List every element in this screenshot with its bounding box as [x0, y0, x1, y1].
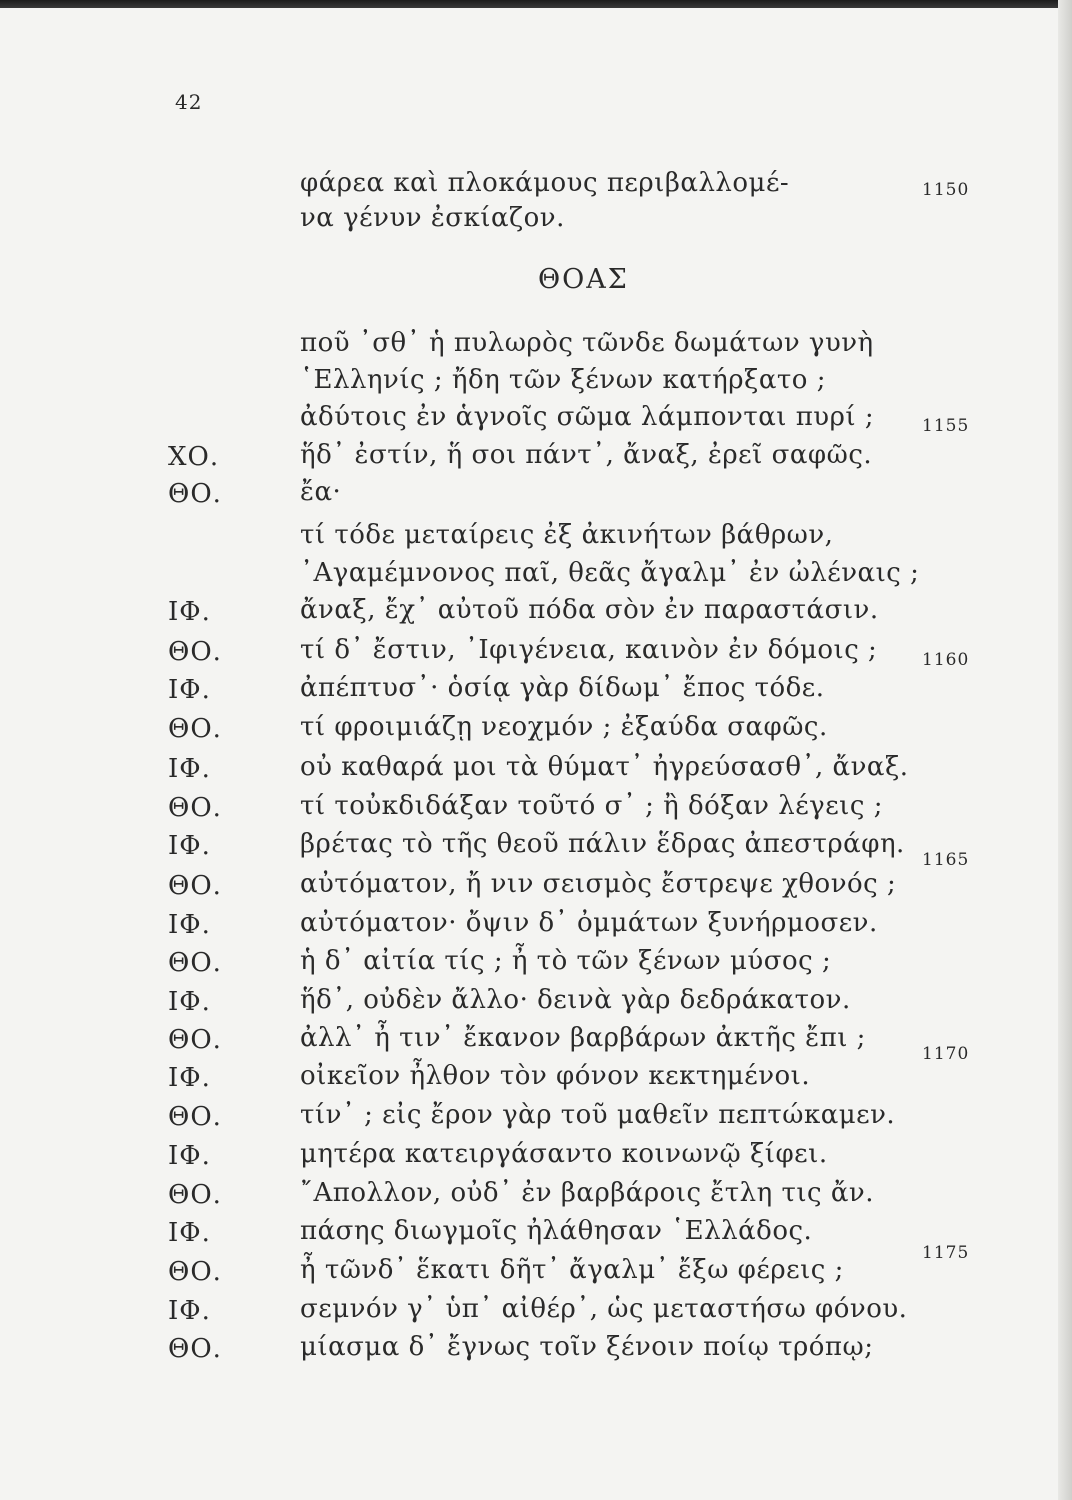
line-number: 1150: [922, 180, 970, 200]
verse-line: ἄναξ, ἔχ᾿ αὐτοῦ πόδα σὸν ἐν παραστάσιν.: [300, 595, 879, 625]
speaker-label: ΙΦ.: [168, 1218, 211, 1248]
speaker-heading: ΘΟΑΣ: [538, 264, 629, 295]
verse-line: ᾿Αγαμέμνονος παῖ, θεᾶς ἄγαλμ᾿ ἐν ὠλέναις ;: [300, 558, 920, 588]
speaker-label: ΙΦ.: [168, 1141, 211, 1171]
speaker-label: ΙΦ.: [168, 754, 211, 784]
verse-line: ῾Ελληνίς ; ἤδη τῶν ξένων κατήρξατο ;: [300, 365, 826, 395]
line-number: 1165: [922, 850, 970, 870]
verse-line: ἦ τῶνδ᾿ ἕκατι δῆτ᾿ ἄγαλμ᾿ ἔξω φέρεις ;: [300, 1255, 844, 1285]
verse-line: φάρεα καὶ πλοκάμους περιβαλλομέ-: [300, 168, 790, 198]
verse-line: τίν᾿ ; εἰς ἔρον γὰρ τοῦ μαθεῖν πεπτώκαμεν.: [300, 1100, 896, 1130]
verse-line: αὐτόματον· ὄψιν δ᾿ ὀμμάτων ξυνήρμοσεν.: [300, 908, 878, 938]
verse-line: τί τοὐκδιδάξαν τοῦτό σ᾿ ; ἢ δόξαν λέγεις ;: [300, 791, 883, 821]
speaker-label: ΘΟ.: [168, 637, 222, 667]
speaker-label: ΙΦ.: [168, 1296, 211, 1326]
verse-line: αὐτόματον, ἤ νιν σεισμὸς ἔστρεψε χθονός ;: [300, 869, 897, 899]
speaker-label: ΘΟ.: [168, 793, 222, 823]
speaker-label: ΙΦ.: [168, 987, 211, 1017]
verse-line: να γένυν ἐσκίαζον.: [300, 203, 565, 233]
verse-line: ἡ δ᾿ αἰτία τίς ; ἦ τὸ τῶν ξένων μύσος ;: [300, 946, 832, 976]
verse-line: μίασμα δ᾿ ἔγνως τοῖν ξένοιν ποίῳ τρόπῳ;: [300, 1332, 874, 1362]
speaker-label: ΙΦ.: [168, 597, 211, 627]
verse-line: σεμνόν γ᾿ ὑπ᾿ αἰθέρ᾿, ὡς μεταστήσω φόνου.: [300, 1294, 908, 1324]
speaker-label: ΙΦ.: [168, 910, 211, 940]
speaker-label: ΘΟ.: [168, 1025, 222, 1055]
verse-line: τί φροιμιάζῃ νεοχμόν ; ἐξαύδα σαφῶς.: [300, 712, 828, 742]
speaker-label: ΙΦ.: [168, 831, 211, 861]
verse-line: ποῦ ᾿σθ᾿ ἡ πυλωρὸς τῶνδε δωμάτων γυνὴ: [300, 328, 874, 358]
speaker-label: ΘΟ.: [168, 948, 222, 978]
page-number: 42: [175, 90, 203, 114]
speaker-label: ΧΟ.: [168, 442, 220, 472]
page-right-edge: [1058, 0, 1072, 1500]
verse-line: ἥδ᾿, οὐδὲν ἄλλο· δεινὰ γὰρ δεδράκατον.: [300, 985, 851, 1015]
verse-line: βρέτας τὸ τῆς θεοῦ πάλιν ἕδρας ἀπεστράφη.: [300, 829, 905, 859]
verse-line: ἀπέπτυσ᾿· ὁσίᾳ γὰρ δίδωμ᾿ ἔπος τόδε.: [300, 673, 825, 703]
speaker-label: ΘΟ.: [168, 1257, 222, 1287]
verse-line: ἔα·: [300, 477, 342, 507]
verse-line: τί τόδε μεταίρεις ἐξ ἀκινήτων βάθρων,: [300, 520, 834, 550]
line-number: 1155: [922, 416, 970, 436]
verse-line: ῎Απολλον, οὐδ᾿ ἐν βαρβάροις ἔτλη τις ἄν.: [300, 1178, 874, 1208]
line-number: 1175: [922, 1243, 970, 1263]
speaker-label: ΙΦ.: [168, 675, 211, 705]
speaker-label: ΙΦ.: [168, 1063, 211, 1093]
verse-line: οἰκεῖον ἦλθον τὸν φόνον κεκτημένοι.: [300, 1061, 811, 1091]
line-number: 1170: [922, 1044, 970, 1064]
verse-line: μητέρα κατειργάσαντο κοινωνῷ ξίφει.: [300, 1139, 828, 1169]
page-top-edge: [0, 0, 1072, 8]
speaker-label: ΘΟ.: [168, 714, 222, 744]
speaker-label: ΘΟ.: [168, 1180, 222, 1210]
verse-line: ἀδύτοις ἐν ἁγνοῖς σῶμα λάμπονται πυρί ;: [300, 402, 875, 432]
verse-line: τί δ᾿ ἔστιν, ᾿Ιφιγένεια, καινὸν ἐν δόμοις ;: [300, 635, 878, 665]
speaker-label: ΘΟ.: [168, 1334, 222, 1364]
verse-line: ἀλλ᾿ ἦ τιν᾿ ἔκανον βαρβάρων ἀκτῆς ἔπι ;: [300, 1023, 866, 1053]
speaker-label: ΘΟ.: [168, 479, 222, 509]
verse-line: οὐ καθαρά μοι τὰ θύματ᾿ ἠγρεύσασθ᾿, ἄναξ.: [300, 752, 909, 782]
speaker-label: ΘΟ.: [168, 871, 222, 901]
verse-line: ἥδ᾿ ἐστίν, ἥ σοι πάντ᾿, ἄναξ, ἐρεῖ σαφῶς.: [300, 440, 873, 470]
speaker-label: ΘΟ.: [168, 1102, 222, 1132]
line-number: 1160: [922, 650, 970, 670]
verse-line: πάσης διωγμοῖς ἠλάθησαν ῾Ελλάδος.: [300, 1216, 813, 1246]
